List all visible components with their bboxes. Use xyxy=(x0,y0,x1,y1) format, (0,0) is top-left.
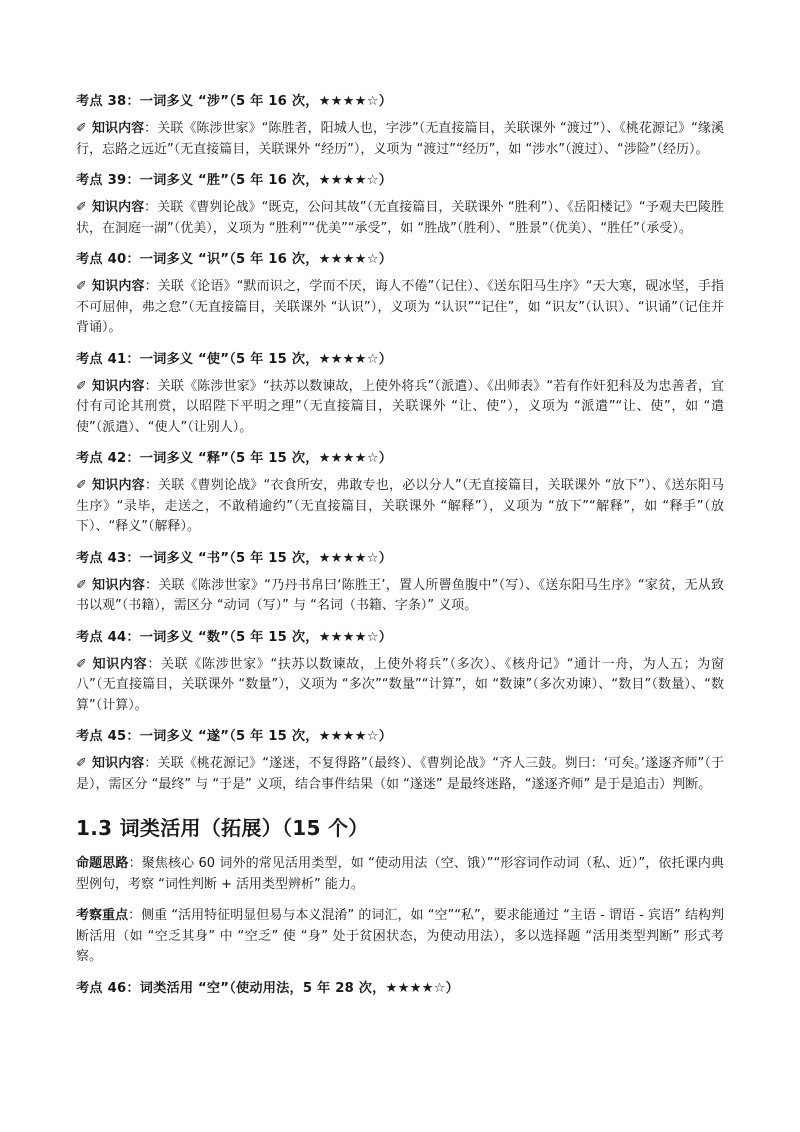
section-focus xyxy=(76,906,724,968)
item-heading: 考点 39：一词多义 “胜”（5 年 16 次，★★★★☆） xyxy=(76,173,393,188)
focus-text: ：侧重 “活用特征明显但易与本义混淆” 的词汇，如 “空”“私”，要求能通过 “主语 - 谓语 - 宾语” 结构判断活用（如 “空乏其身” 中 “空乏” 使 “身” 处于贫困状态，为使动用法），多以选择题 “活用类型判断” 形式考察。 xyxy=(76,908,724,964)
item-38 xyxy=(76,92,724,160)
item-label: 知识内容 xyxy=(91,478,145,493)
item-label: 知识内容 xyxy=(91,121,145,136)
item-label: 知识内容 xyxy=(91,378,145,394)
section-intro xyxy=(76,854,724,895)
document-page xyxy=(76,92,724,1006)
item-40 xyxy=(76,250,724,339)
pencil-icon: ✐ xyxy=(76,577,87,593)
section-title: 1.3 词类活用（拓展）（15 个） xyxy=(76,816,369,840)
pencil-icon: ✐ xyxy=(76,478,87,493)
pencil-icon: ✐ xyxy=(76,756,87,771)
item-heading: 考点 45：一词多义 “遂”（5 年 15 次，★★★★☆） xyxy=(76,729,393,744)
item-label: 知识内容 xyxy=(91,756,145,771)
item-heading: 考点 42：一词多义 “释”（5 年 15 次，★★★★☆） xyxy=(76,451,393,466)
item-text: ：关联《陈涉世家》“扶苏以数谏故，上使外将兵”（多次）、《核舟记》“通计一舟，为人五；为窗八”（无直接篇目，关联课外 “数量”），义项为 “多次”“数量”“计算”，如 “数谏”（多次劝谏）、“数目”（数量）、“数算”（计算）。 xyxy=(76,656,724,713)
item-44 xyxy=(76,628,724,717)
item-text: ：关联《陈涉世家》“乃丹书帛曰‘陈胜王’，置人所罾鱼腹中”（写）、《送东阳马生序》“家贫，无从致书以观”（书籍），需区分 “动词（写）” 与 “名词（书籍、字条）” 义项。 xyxy=(76,577,724,613)
item-43 xyxy=(76,549,724,617)
item-heading: 考点 43：一词多义 “书”（5 年 15 次，★★★★☆） xyxy=(76,550,393,566)
pencil-icon: ✐ xyxy=(76,200,87,215)
pencil-icon: ✐ xyxy=(76,279,87,294)
item-body xyxy=(76,754,724,795)
item-heading: 考点 41：一词多义 “使”（5 年 15 次，★★★★☆） xyxy=(76,351,393,367)
item-body xyxy=(76,655,724,717)
item-text: ：关联《陈涉世家》“陈胜者，阳城人也，字涉”（无直接篇目，关联课外 “渡过”）、《桃花源记》“缘溪行，忘路之远近”（无直接篇目，关联课外 “经历”），义项为 “渡过”“经历”，如 “涉水”（渡过）、“涉险”（经历）。 xyxy=(76,121,724,157)
pencil-icon: ✐ xyxy=(76,378,87,394)
item-heading: 考点 44：一词多义 “数”（5 年 15 次，★★★★☆） xyxy=(76,629,393,645)
item-label: 知识内容 xyxy=(91,200,145,215)
item-body xyxy=(76,119,724,160)
item-text: ：关联《桃花源记》“遂迷，不复得路”（最终）、《曹刿论战》“齐人三鼓。刿曰：‘可矣。’遂逐齐师”（于是），需区分 “最终” 与 “于是” 义项，结合事件结果（如 “遂迷” 是最终迷路，“遂逐齐师” 是于是追击）判断。 xyxy=(76,756,724,792)
item-text: ：关联《曹刿论战》“既克，公问其故”（无直接篇目，关联课外 “胜利”）、《岳阳楼记》“予观夫巴陵胜状，在洞庭一湖”（优美），义项为 “胜利”“优美”“承受”，如 “胜战”（胜利）、“胜景”（优美）、“胜任”（承受）。 xyxy=(76,200,724,236)
item-39 xyxy=(76,171,724,239)
item-heading: 考点 40：一词多义 “识”（5 年 16 次，★★★★☆） xyxy=(76,252,393,267)
item-body xyxy=(76,277,724,339)
intro-text: ：聚焦核心 60 词外的常见活用类型，如 “使动用法（空、饿）”“形容词作动词（私、近）”，依托课内典型例句，考察 “词性判断 + 活用类型辨析” 能力。 xyxy=(76,856,724,892)
pencil-icon: ✐ xyxy=(76,656,87,672)
item-body xyxy=(76,198,724,239)
item-45 xyxy=(76,727,724,795)
intro-label: 命题思路 xyxy=(76,856,129,871)
item-heading: 考点 38：一词多义 “涉”（5 年 16 次，★★★★☆） xyxy=(76,94,393,109)
item-label: 知识内容 xyxy=(91,577,146,593)
item-41 xyxy=(76,350,724,439)
item-body xyxy=(76,377,724,439)
item-text: ：关联《陈涉世家》“扶苏以数谏故，上使外将兵”（派遣）、《出师表》“若有作奸犯科及为忠善者，宜付有司论其刑赏，以昭陛下平明之理”（无直接篇目，关联课外 “让、使”），义项为 “派遣”“让、使”，如 “遣使”（派遣）、“使人”（让别人）。 xyxy=(76,378,724,435)
item-text: ：关联《论语》“默而识之，学而不厌，诲人不倦”（记住）、《送东阳马生序》“天大寒，砚冰坚，手指不可屈伸，弗之怠”（无直接篇目，关联课外 “认识”），义项为 “认识”“记住”，如 “识友”（认识）、“识诵”（记住并背诵）。 xyxy=(76,279,724,335)
item-text: ：关联《曹刿论战》“衣食所安，弗敢专也，必以分人”（无直接篇目，关联课外 “放下”）、《送东阳马生序》“录毕，走送之，不敢稍逾约”（无直接篇目，关联课外 “解释”），义项为 “放下”“解释”，如 “释手”（放下）、“释义”（解释）。 xyxy=(76,478,724,534)
item-body xyxy=(76,476,724,538)
item-label: 知识内容 xyxy=(91,656,148,672)
item-heading-46: 考点 46：词类活用 “空”（使动用法，5 年 28 次，★★★★☆） xyxy=(76,980,460,996)
focus-label: 考察重点 xyxy=(76,908,129,923)
pencil-icon: ✐ xyxy=(76,121,87,136)
item-42 xyxy=(76,449,724,538)
item-label: 知识内容 xyxy=(91,279,145,294)
item-body xyxy=(76,576,724,617)
